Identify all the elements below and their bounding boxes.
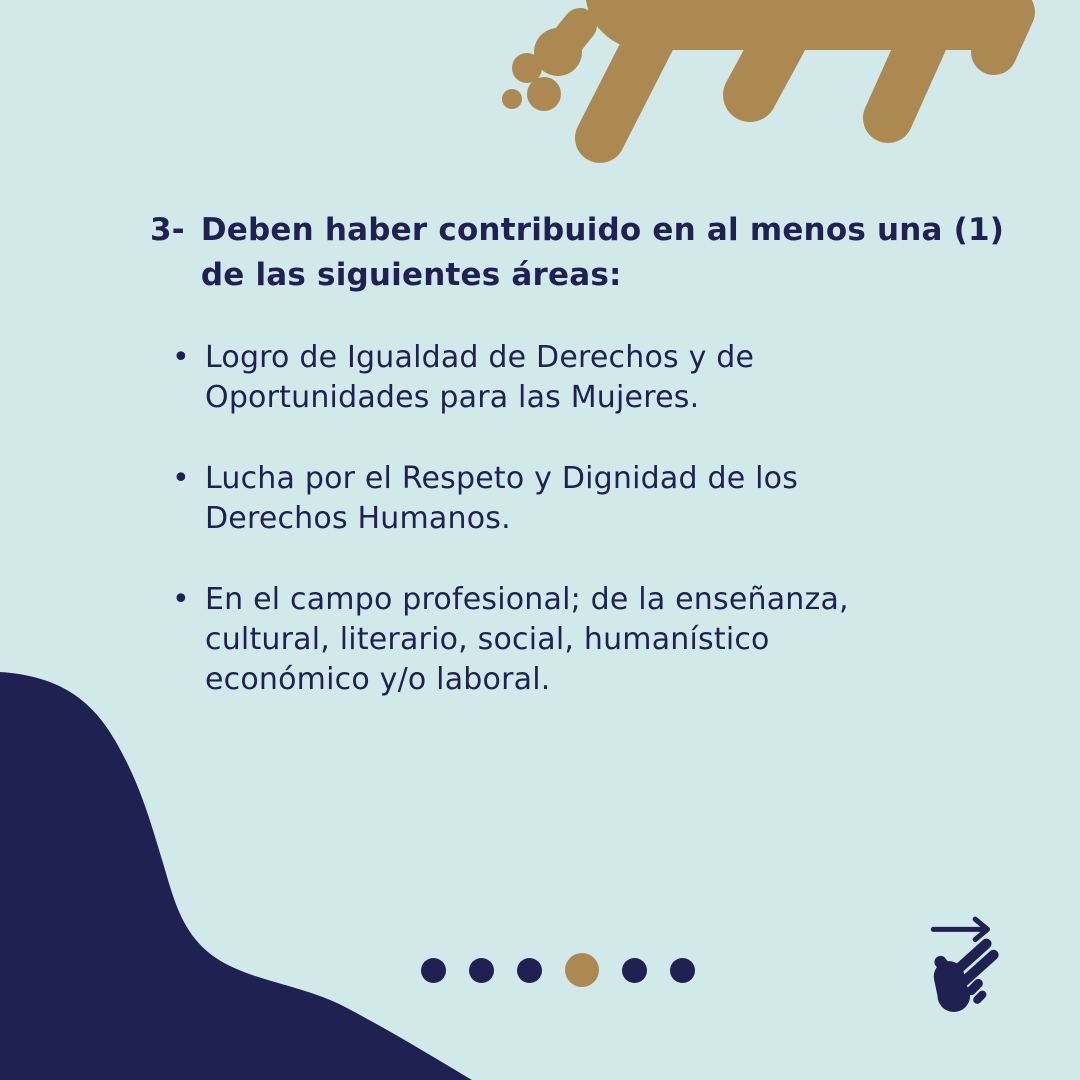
bullet-text xyxy=(205,580,849,700)
bullet-text-line: Logro de Igualdad de Derechos y de xyxy=(205,340,755,375)
swipe-right-hand-icon[interactable] xyxy=(923,910,1005,1012)
bullet-text-line: económico y/o laboral. xyxy=(205,662,551,697)
section-heading xyxy=(150,208,1030,298)
bullet-icon: • xyxy=(172,340,190,375)
bullet-text xyxy=(205,338,754,418)
heading-line: Deben haber contribuido en al menos una (1) xyxy=(200,212,1005,248)
bullet-text-line: Derechos Humanos. xyxy=(205,501,511,536)
right-arrow-icon xyxy=(933,919,987,939)
bullet-icon: • xyxy=(172,582,190,617)
bullet-text-line: cultural, literario, social, humanístico xyxy=(205,622,770,657)
list-item xyxy=(172,338,1002,418)
bullet-text xyxy=(205,459,798,539)
list-item xyxy=(172,580,1002,700)
pagination-dot[interactable] xyxy=(622,958,647,983)
gold-splash-decoration xyxy=(480,0,1080,185)
hand-icon xyxy=(931,944,994,1012)
heading-number: 3- xyxy=(150,212,185,248)
pagination-dot[interactable] xyxy=(469,958,494,983)
heading-line: de las siguientes áreas: xyxy=(200,257,622,293)
list-item xyxy=(172,459,1002,539)
bullet-text-line: Oportunidades para las Mujeres. xyxy=(205,380,700,415)
bullet-icon: • xyxy=(172,461,190,496)
pagination-dot-active[interactable] xyxy=(565,953,599,987)
bullet-text-line: Lucha por el Respeto y Dignidad de los xyxy=(205,461,799,496)
pagination-dot[interactable] xyxy=(517,958,542,983)
bullet-list xyxy=(172,338,1002,741)
pagination-dots xyxy=(421,952,695,988)
bullet-text-line: En el campo profesional; de la enseñanza, xyxy=(205,582,849,617)
pagination-dot[interactable] xyxy=(670,958,695,983)
pagination-dot[interactable] xyxy=(421,958,446,983)
heading-text xyxy=(201,208,1030,298)
